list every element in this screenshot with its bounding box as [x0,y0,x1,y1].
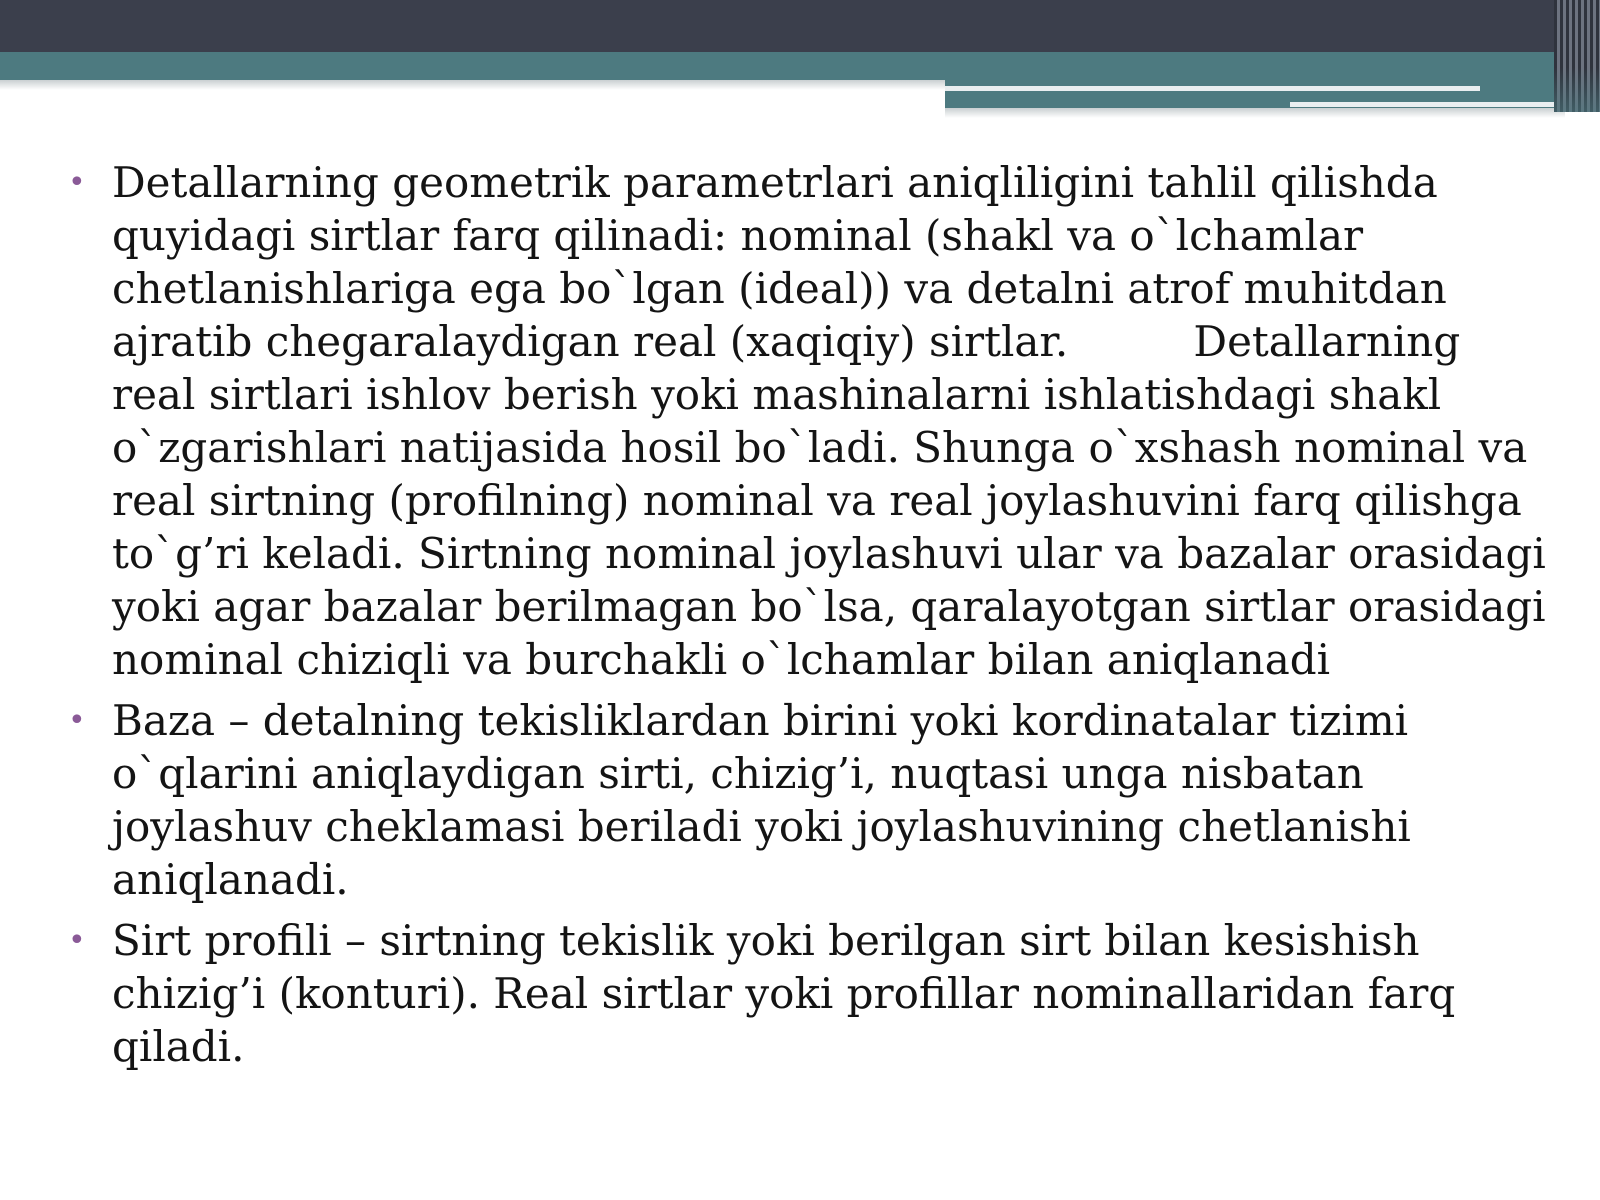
header-band-teal [0,52,1600,80]
bullet-item-baza [60,694,1550,906]
header-shadow-right [945,108,1565,118]
header-band-dark [0,0,1600,54]
bullet-item-sirt-profili [60,914,1550,1073]
bullet-dot-icon: • [68,165,86,200]
slide-body [60,156,1560,1081]
header-shadow [0,80,945,90]
bullet-dot-icon: • [68,703,86,738]
bullet-dot-icon: • [68,923,86,958]
bullet-text: Sirt profili – sirtning tekislik yoki berilgan sirt bilan kesishish chizig’i (konturi). Real sirtlar yoki profillar nominallaridan farq qiladi. [112,916,1469,1071]
bullet-text: Detallarning geometrik parametrlari aniqliligini tahlil qilishda quyidagi sirtlar farq qilinadi: nominal (shakl va o`lchamlar chetlanishlariga ega bo`lgan (ideal)) va detalni atrof muhitdan ajratib chegaralaydigan real (xaqiqiy) sirtlar. Detallarning real sirtlari ishlov berish yoki mashinalarni ishlatishdagi shakl o`zgarishlari natijasida hosil bo`ladi. Shunga o`xshash nominal va real sirtning (profilning) nominal va real joylashuvini farq qilishga to`g’ri keladi. Sirtning nominal joylashuvi ular va bazalar orasidagi yoki agar bazalar berilmagan bo`lsa, qaralayotgan sirtlar orasidagi nominal chiziqli va burchakli o`lchamlar bilan aniqlanadi [112,158,1560,684]
bullet-item-nominal-real-surfaces [60,156,1560,686]
header-ribbed-corner-fade [1554,0,1600,112]
bullet-list [60,156,1560,1073]
bullet-text: Baza – detalning tekisliklardan birini yoki kordinatalar tizimi o`qlarini aniqlaydigan sirti, chizig’i, nuqtasi unga nisbatan joylashuv cheklamasi beriladi yoki joylashuvining chetlanishi aniqlanadi. [112,696,1425,904]
header-accent-line-short [1290,102,1570,107]
header-accent-line [945,86,1480,91]
